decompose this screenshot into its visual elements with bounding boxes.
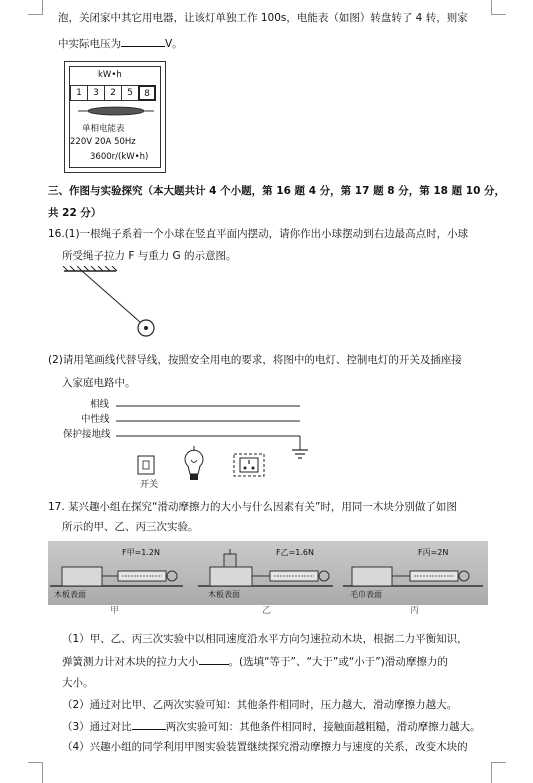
meter-disc-icon bbox=[76, 104, 156, 118]
ground-wire-label: 保护接地线 bbox=[63, 429, 111, 440]
answer-blank[interactable] bbox=[199, 654, 229, 665]
subquestion-line: （2）通过对比甲、乙两次实验可知：其他条件相同时，压力越大，滑动摩擦力越大。 bbox=[62, 699, 458, 711]
question-text-line: 16.(1)一根绳子系着一个小球在竖直平面内摆动，请你作出小球摆动到右边最高点时，小球 bbox=[48, 228, 469, 240]
subquestion-line: 弹簧测力计对木块的拉力大小 。(选填“等于”、“大于”或“小于”)滑动摩擦力的 bbox=[62, 656, 448, 668]
meter-spec: 220V 20A 50Hz bbox=[70, 137, 136, 147]
force-label-3: F丙=2N bbox=[418, 548, 449, 557]
question-text-line: 17. 某兴趣小组在探究“滑动摩擦力的大小与什么因素有关”时，用同一木块分别做了如图 bbox=[48, 501, 457, 513]
meter-digit: 2 bbox=[104, 85, 122, 101]
question-text-line: 入家庭电路中。 bbox=[62, 377, 136, 389]
force-label-2: F乙=1.6N bbox=[276, 548, 315, 557]
pendulum-figure bbox=[60, 266, 170, 342]
crop-mark-top-left bbox=[28, 0, 43, 15]
meter-digit: 3 bbox=[87, 85, 105, 101]
section-heading: 共 22 分） bbox=[48, 207, 102, 219]
subquestion-line: （4）兴趣小组的同学利用甲图实验装置继续探究滑动摩擦力与速度的关系，改变木块的 bbox=[62, 741, 468, 753]
circuit-diagram bbox=[110, 398, 310, 488]
meter-digit: 1 bbox=[70, 85, 88, 101]
neutral-wire-label: 中性线 bbox=[81, 414, 110, 425]
switch-label: 开关 bbox=[140, 480, 159, 490]
section-heading: 三、作图与实验探究（本大题共计 4 个小题，第 16 题 4 分，第 17 题 8 分，第 18 题 10 分， bbox=[48, 185, 506, 197]
question-text-line: 所示的甲、乙、丙三次实验。 bbox=[62, 521, 199, 533]
surface-label-1: 木板表面 bbox=[54, 590, 86, 599]
answer-blank[interactable] bbox=[132, 719, 166, 730]
question-text-line: 所受绳子拉力 F 与重力 G 的示意图。 bbox=[62, 250, 237, 262]
subquestion-line: （1）甲、乙、丙三次实验中以相同速度沿水平方向匀速拉动木块，根据二力平衡知识， bbox=[62, 633, 468, 645]
experiment-label-yi: 乙 bbox=[262, 606, 272, 616]
meter-digit-decimal: 8 bbox=[138, 85, 156, 101]
subquestion-line: （3）通过对比 两次实验可知：其他条件相同时，接触面越粗糙，滑动摩擦力越大。 bbox=[62, 721, 481, 733]
meter-unit: kW•h bbox=[98, 70, 122, 80]
meter-name: 单相电能表 bbox=[82, 124, 125, 134]
experiment-label-jia: 甲 bbox=[110, 606, 120, 616]
force-label-1: F甲=1.2N bbox=[122, 548, 161, 557]
answer-blank[interactable] bbox=[121, 36, 165, 47]
experiment-label-bing: 丙 bbox=[410, 606, 420, 616]
surface-label-2: 木板表面 bbox=[208, 590, 240, 599]
question-text-line: 泡，关闭家中其它用电器，让该灯单独工作 100s，电能表（如图）转盘转了 4 转，则家 bbox=[58, 12, 468, 24]
meter-digit: 5 bbox=[121, 85, 139, 101]
question-text-line: 中实际电压为 V。 bbox=[58, 38, 183, 50]
crop-mark-bottom-right bbox=[491, 762, 506, 783]
live-wire-label: 相线 bbox=[90, 399, 110, 410]
subquestion-line: 大小。 bbox=[62, 677, 94, 689]
crop-mark-bottom-left bbox=[28, 762, 43, 783]
meter-rate: 3600r/(kW•h) bbox=[90, 152, 149, 162]
meter-digits bbox=[70, 85, 155, 101]
surface-label-3: 毛巾表面 bbox=[350, 590, 382, 599]
question-text-line: (2)请用笔画线代替导线，按照安全用电的要求，将图中的电灯、控制电灯的开关及插座接 bbox=[48, 354, 462, 366]
crop-mark-top-right bbox=[491, 0, 506, 15]
